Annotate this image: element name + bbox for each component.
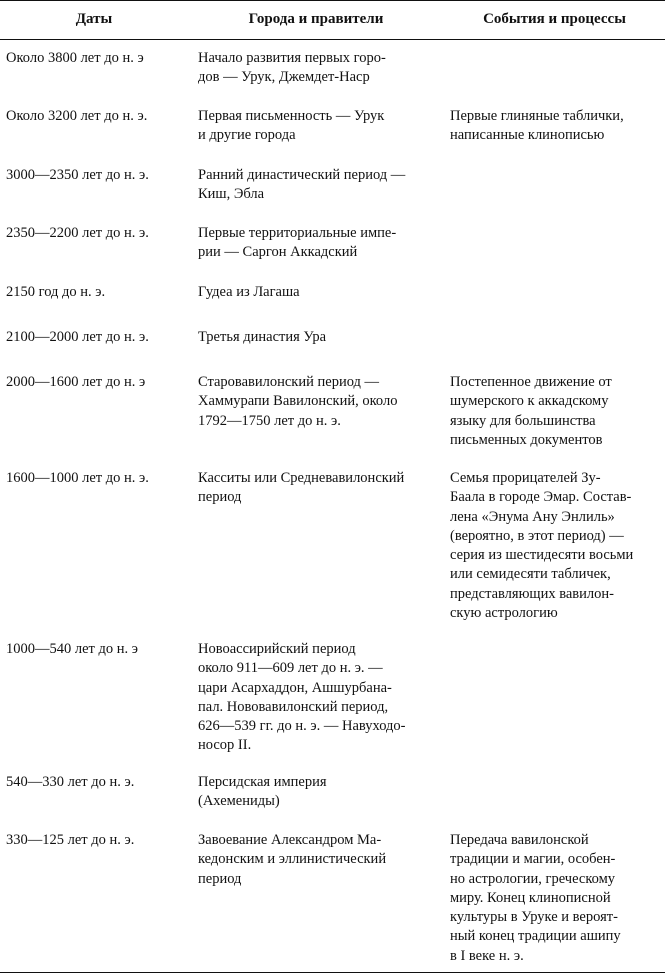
cities-cell: Начало развития первых горо- дов — Урук, Джемдет-Наср <box>198 50 386 86</box>
events-cell: Постепенное движение от шумерского к аккадскому языку для большинства письменных документов <box>450 374 612 448</box>
date-cell: Около 3800 лет до н. э <box>6 50 144 66</box>
date-cell: 2350—2200 лет до н. э. <box>6 225 149 241</box>
cities-cell: Гудеа из Лагаша <box>198 284 300 300</box>
date-cell: 540—330 лет до н. э. <box>6 774 135 790</box>
cities-cell: Касситы или Средневавилонский период <box>198 470 405 506</box>
table-bottom-rule <box>0 972 665 973</box>
date-cell: 3000—2350 лет до н. э. <box>6 167 149 183</box>
header-cities: Города и правители <box>248 11 384 27</box>
header-rule <box>0 39 665 40</box>
header-dates: Даты <box>75 11 113 27</box>
date-cell: 1000—540 лет до н. э <box>6 641 138 657</box>
date-cell: 2000—1600 лет до н. э <box>6 374 146 390</box>
cities-cell: Ранний династический период — Киш, Эбла <box>198 167 406 203</box>
cities-cell: Первые территориальные импе- рии — Саргон Аккадский <box>198 225 397 261</box>
date-cell: 2100—2000 лет до н. э. <box>6 329 149 345</box>
cities-cell: Старовавилонский период — Хаммурапи Вавилонский, около 1792—1750 лет до н. э. <box>198 374 398 429</box>
date-cell: 330—125 лет до н. э. <box>6 832 135 848</box>
table-top-rule <box>0 0 665 1</box>
events-cell: Первые глиняные таблички, написанные клинописью <box>450 108 624 144</box>
cities-cell: Персидская империя (Ахемениды) <box>198 774 327 810</box>
date-cell: Около 3200 лет до н. э. <box>6 108 148 124</box>
cities-cell: Первая письменность — Урук и другие города <box>198 108 385 144</box>
cities-cell: Завоевание Александром Ма- кедонским и эллинистический период <box>198 832 387 887</box>
cities-cell: Третья династия Ура <box>198 329 327 345</box>
date-cell: 1600—1000 лет до н. э. <box>6 470 149 486</box>
events-cell: Семья прорицателей Зу- Баала в городе Эмар. Состав- лена «Энума Ану Энлиль» (вероятно, в этот период) — серия из шестидесяти восьми или семидесяти табличек, представляющих вавилон- скую астрологию <box>450 470 634 622</box>
header-events: События и процессы <box>483 11 626 27</box>
events-cell: Передача вавилонской традиции и магии, особен- но астрологии, греческому миру. Конец клинописной культуры в Уруке и вероят- ный конец традиции ашипу в I веке н. э. <box>450 832 621 964</box>
date-cell: 2150 год до н. э. <box>6 284 106 300</box>
cities-cell: Новоассирийский период около 911—609 лет до н. э. — цари Асархаддон, Ашшурбана- пал. Нововавилонский период, 626—539 гг. до н. э. — Навуходо- носор II. <box>198 641 406 754</box>
